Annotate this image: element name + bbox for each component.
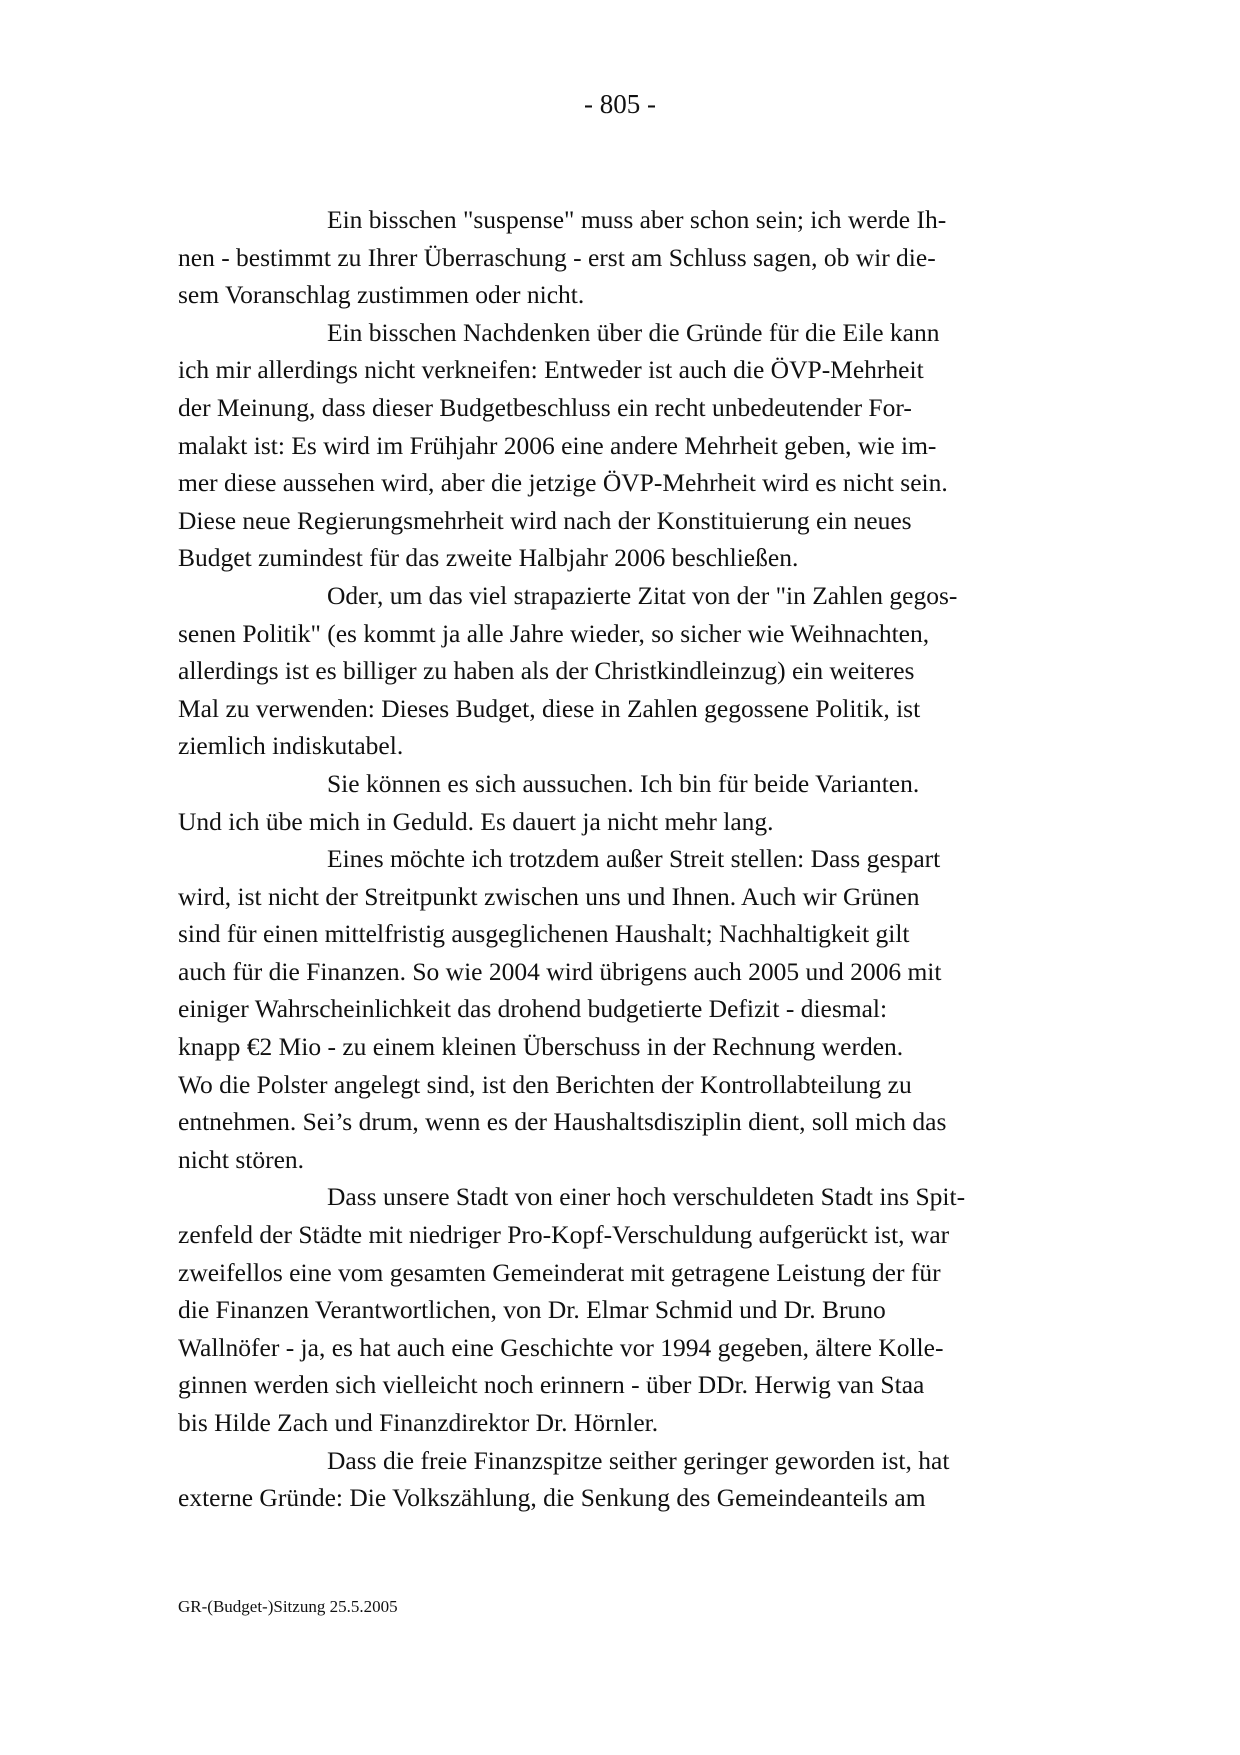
text-line: Mal zu verwenden: Dieses Budget, diese in Zahlen gegossene Politik, ist [178, 693, 921, 723]
text-line: sind für einen mittelfristig ausgeglichenen Haushalt; Nachhaltigkeit gilt [178, 919, 910, 949]
text-line: bis Hilde Zach und Finanzdirektor Dr. Hörnler. [178, 1408, 659, 1437]
text-line: externe Gründe: Die Volkszählung, die Senkung des Gemeindeanteils am [178, 1483, 926, 1513]
page-number: - 805 - [584, 89, 656, 119]
text-line: sem Voranschlag zustimmen oder nicht. [178, 280, 585, 310]
text-line: nen - bestimmt zu Ihrer Überraschung - erst am Schluss sagen, ob wir die- [178, 242, 936, 272]
text-line: Diese neue Regierungsmehrheit wird nach der Konstituierung ein neues [178, 505, 912, 535]
text-line: knapp €2 Mio - zu einem kleinen Überschuss in der Rechnung werden. [178, 1032, 904, 1062]
text-line: Ein bisschen "suspense" muss aber schon sein; ich werde Ih- [327, 205, 947, 234]
text-line: nicht stören. [178, 1144, 305, 1174]
text-line: der Meinung, dass dieser Budgetbeschluss ein recht unbedeutender For- [178, 392, 912, 422]
footer-session-label: GR-(Budget-)Sitzung 25.5.2005 [178, 1597, 398, 1616]
text-line: wird, ist nicht der Streitpunkt zwischen uns und Ihnen. Auch wir Grünen [178, 881, 920, 911]
text-line: Sie können es sich aussuchen. Ich bin für beide Varianten. [327, 768, 920, 798]
text-line: Dass die freie Finanzspitze seither geringer geworden ist, hat [327, 1445, 950, 1475]
text-line: allerdings ist es billiger zu haben als der Christkindleinzug) ein weiteres [178, 656, 915, 686]
text-line: zweifellos eine vom gesamten Gemeinderat mit getragene Leistung der für [178, 1257, 941, 1287]
text-line: mer diese aussehen wird, aber die jetzige ÖVP-Mehrheit wird es nicht sein. [178, 468, 948, 498]
text-line: ich mir allerdings nicht verkneifen: Entweder ist auch die ÖVP-Mehrheit [178, 355, 924, 385]
text-line: die Finanzen Verantwortlichen, von Dr. Elmar Schmid und Dr. Bruno [178, 1295, 886, 1325]
text-line: Wo die Polster angelegt sind, ist den Berichten der Kontrollabteilung zu [178, 1069, 912, 1099]
text-line: Dass unsere Stadt von einer hoch verschuldeten Stadt ins Spit- [327, 1182, 966, 1212]
text-line: zenfeld der Städte mit niedriger Pro-Kopf-Verschuldung aufgerückt ist, war [178, 1220, 950, 1250]
text-line: Und ich übe mich in Geduld. Es dauert ja nicht mehr lang. [178, 806, 774, 836]
text-line: ziemlich indiskutabel. [178, 731, 404, 761]
text-line: malakt ist: Es wird im Frühjahr 2006 eine andere Mehrheit geben, wie im- [178, 430, 937, 460]
body-text [178, 201, 1068, 1517]
text-line: Eines möchte ich trotzdem außer Streit stellen: Dass gespart [327, 844, 941, 874]
text-line: entnehmen. Sei’s drum, wenn es der Haushaltsdisziplin dient, soll mich das [178, 1107, 947, 1137]
text-line: Ein bisschen Nachdenken über die Gründe für die Eile kann [327, 317, 940, 347]
text-line: auch für die Finanzen. So wie 2004 wird übrigens auch 2005 und 2006 mit [178, 956, 942, 986]
text-line: Wallnöfer - ja, es hat auch eine Geschichte vor 1994 gegeben, ältere Kolle- [178, 1332, 944, 1362]
text-line: senen Politik" (es kommt ja alle Jahre wieder, so sicher wie Weihnachten, [178, 618, 930, 648]
text-line: einiger Wahrscheinlichkeit das drohend budgetierte Defizit - diesmal: [178, 994, 888, 1024]
text-line: Oder, um das viel strapazierte Zitat von der "in Zahlen gegos- [327, 580, 958, 610]
text-line: ginnen werden sich vielleicht noch erinnern - über DDr. Herwig van Staa [178, 1370, 925, 1400]
text-line: Budget zumindest für das zweite Halbjahr 2006 beschließen. [178, 543, 799, 573]
